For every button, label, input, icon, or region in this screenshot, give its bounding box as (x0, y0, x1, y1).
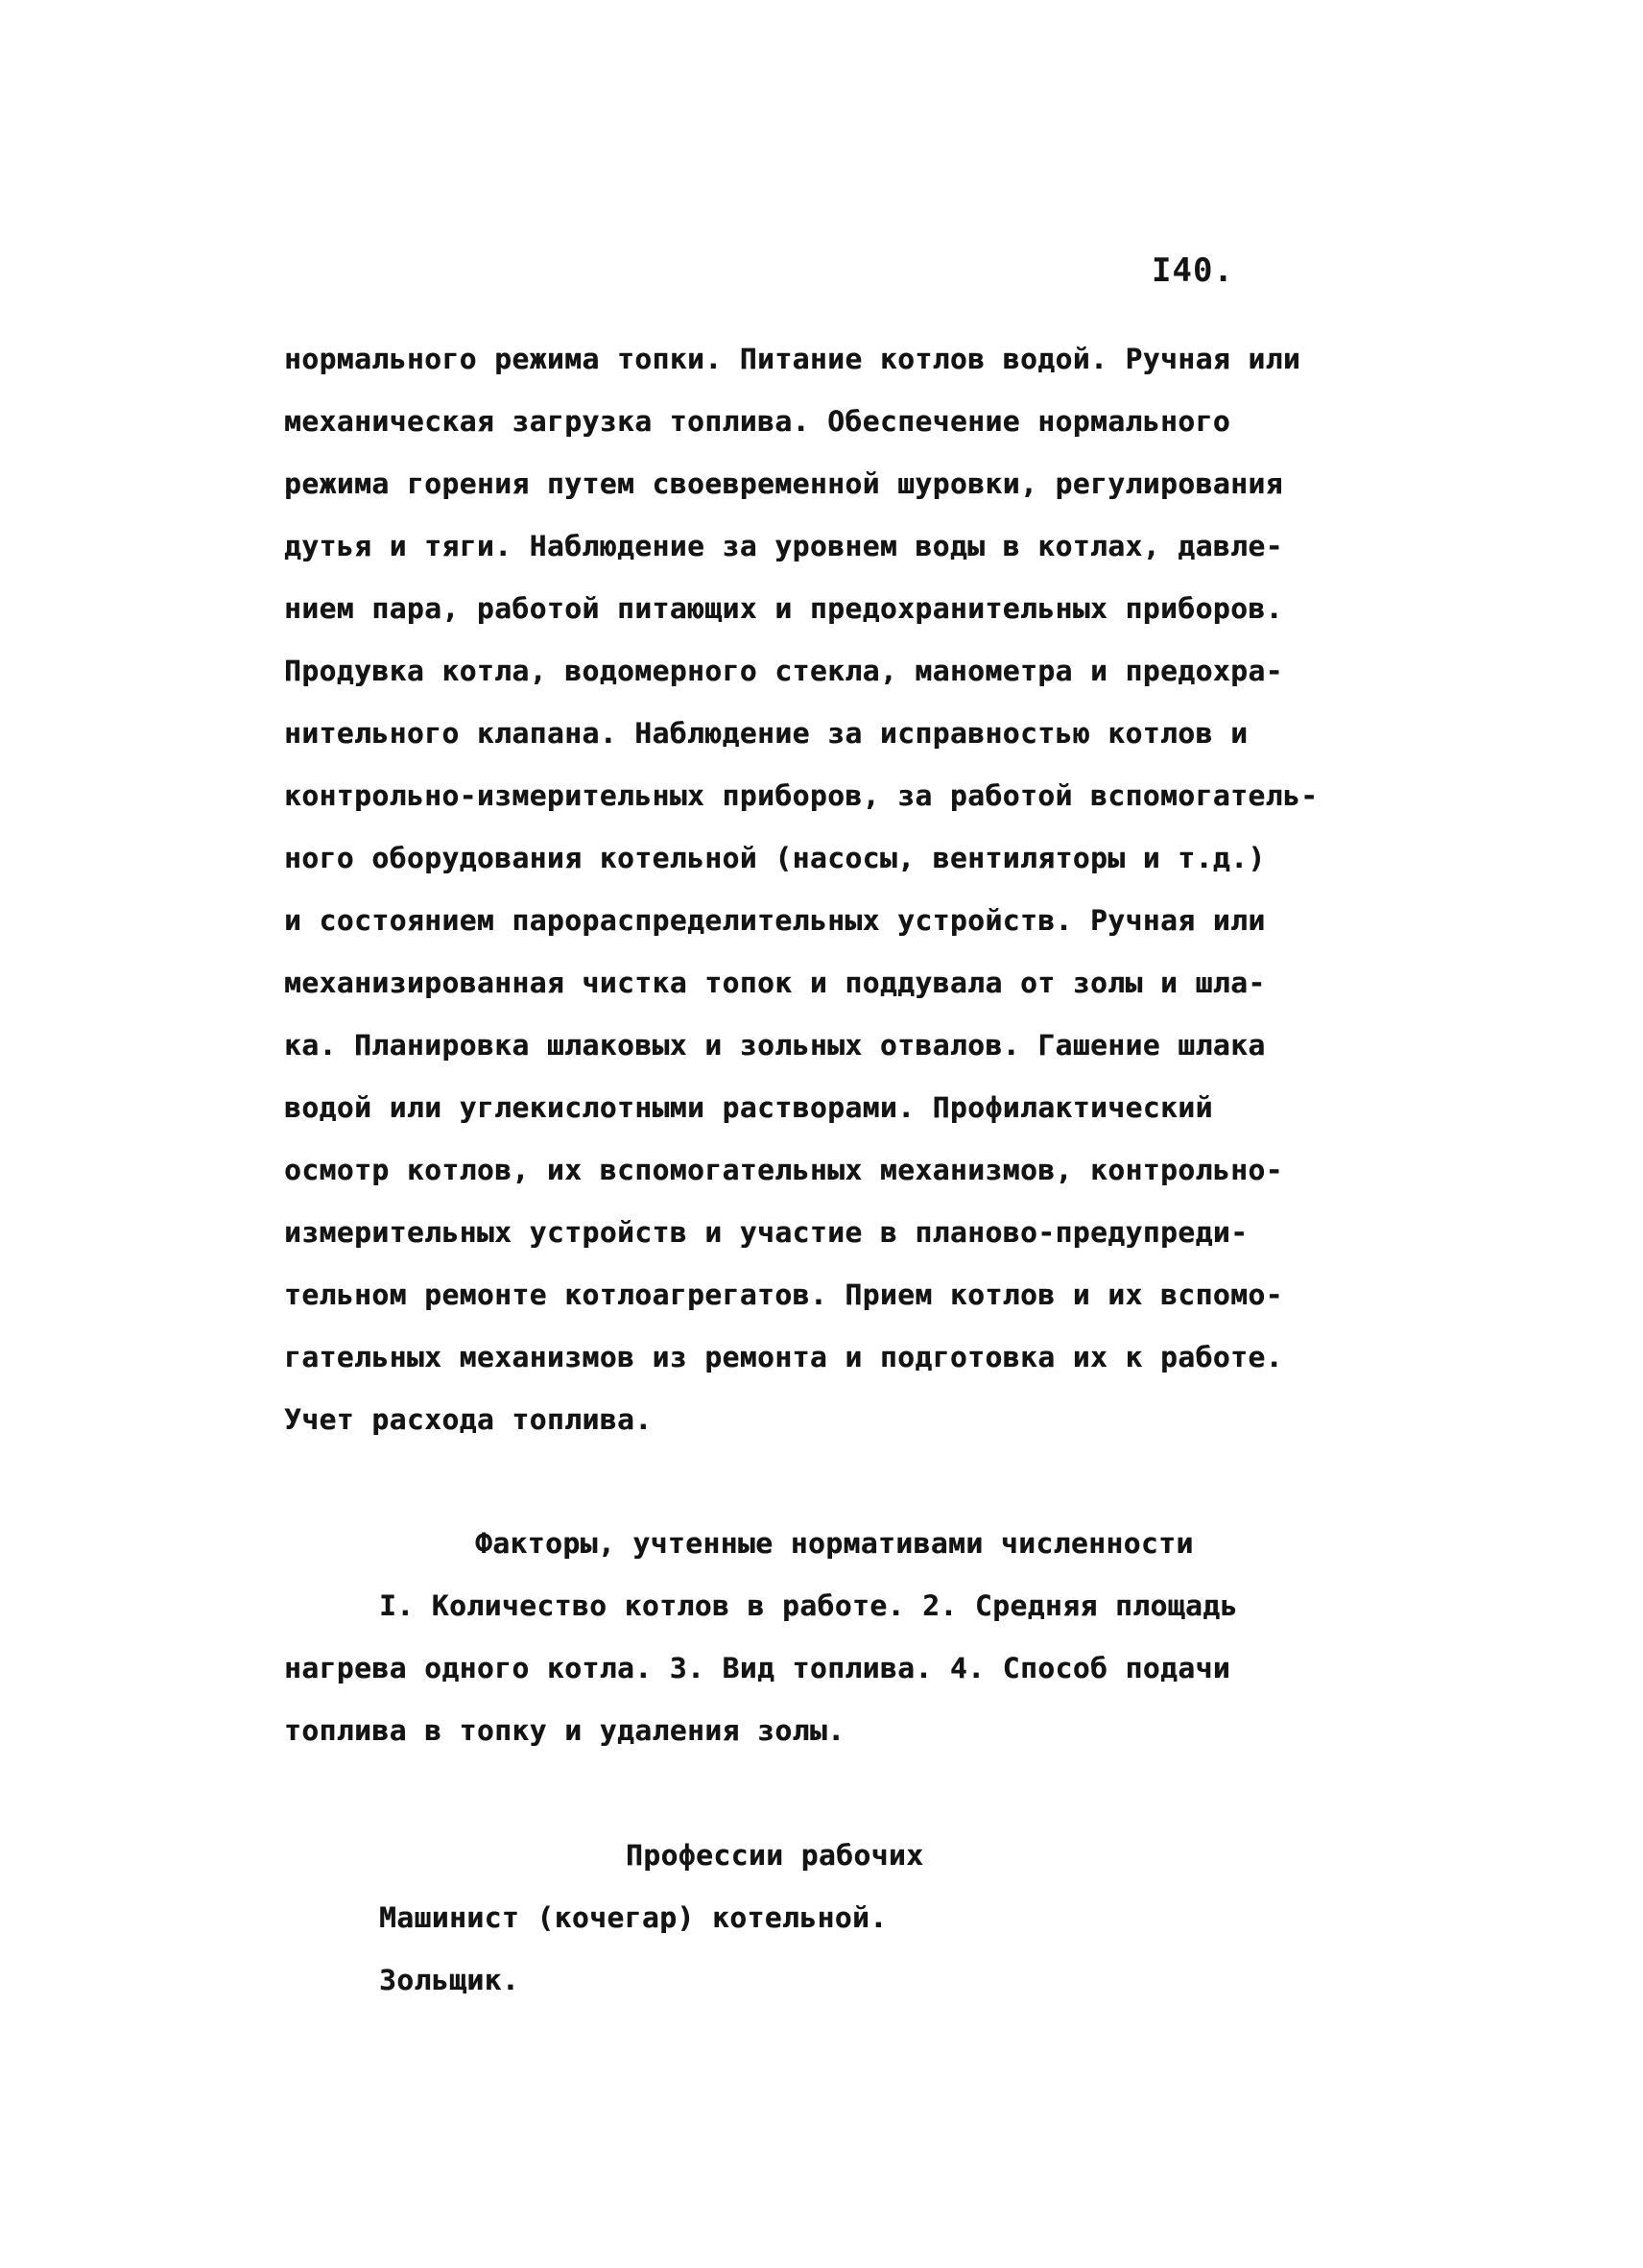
body-line: механизированная чистка топок и поддувала от золы и шла- (284, 967, 1266, 999)
profession-item: Машинист (кочегар) котельной. (379, 1901, 888, 1934)
body-line: и состоянием парораспределительных устройств. Ручная или (284, 904, 1266, 937)
body-line: ка. Планировка шлаковых и зольных отвалов. Гашение шлака (284, 1029, 1266, 1062)
professions-heading: Профессии рабочих (626, 1839, 924, 1872)
factors-line: нагрева одного котла. 3. Вид топлива. 4. Способ подачи (284, 1652, 1231, 1684)
body-line: осмотр котлов, их вспомогательных механизмов, контрольно- (284, 1154, 1283, 1186)
body-line: водой или углекислотными растворами. Профилактический (284, 1091, 1213, 1124)
body-line: режима горения путем своевременной шуровки, регулирования (284, 467, 1283, 500)
body-line: нормального режима топки. Питание котлов водой. Ручная или (284, 343, 1301, 375)
body-line: измерительных устройств и участие в планово-предупреди- (284, 1216, 1249, 1249)
factors-line: I. Количество котлов в работе. 2. Средняя площадь (379, 1589, 1238, 1622)
body-line: гательных механизмов из ремонта и подготовка их к работе. (284, 1341, 1283, 1373)
page-number: I40. (1152, 251, 1234, 290)
body-line: нием пара, работой питающих и предохранительных приборов. (284, 592, 1283, 625)
body-line: ного оборудования котельной (насосы, вентиляторы и т.д.) (284, 842, 1266, 874)
body-line: нительного клапана. Наблюдение за исправностью котлов и (284, 717, 1249, 750)
factors-line: топлива в топку и удаления золы. (284, 1714, 845, 1747)
body-line: контрольно-измерительных приборов, за работой вспомогатель- (284, 779, 1319, 812)
profession-item: Зольщик. (379, 1964, 520, 1996)
body-line: тельном ремонте котлоагрегатов. Прием котлов и их вспомо- (284, 1278, 1283, 1311)
body-line: Продувка котла, водомерного стекла, манометра и предохра- (284, 655, 1283, 687)
body-line: Учет расхода топлива. (284, 1403, 653, 1436)
body-line: дутья и тяги. Наблюдение за уровнем воды в котлах, давле- (284, 530, 1283, 562)
body-line: механическая загрузка топлива. Обеспечение нормального (284, 405, 1231, 438)
factors-heading: Факторы, учтенные нормативами численности (475, 1527, 1194, 1560)
